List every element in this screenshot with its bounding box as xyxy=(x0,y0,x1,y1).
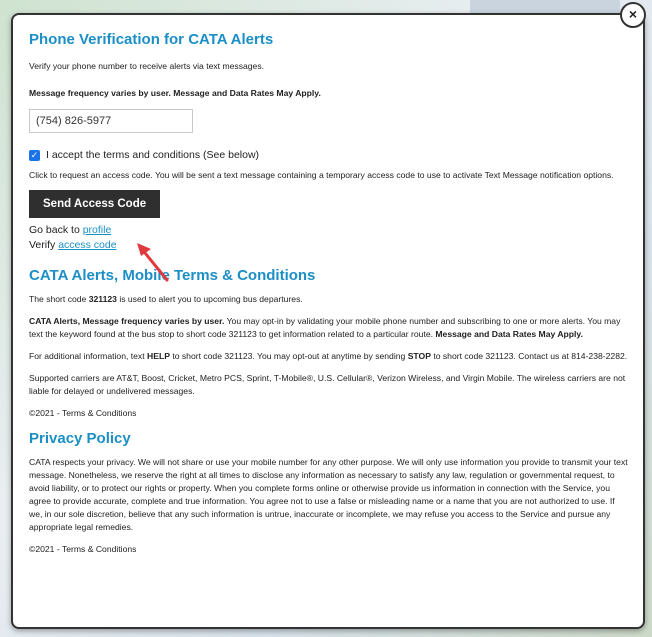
profile-link[interactable]: profile xyxy=(82,224,112,236)
verification-intro: Verify your phone number to receive alerts via text messages. xyxy=(29,61,265,71)
request-code-info: Click to request an access code. You will be sent a text message containing a temporary access code to use to activate Text Message notification options. xyxy=(29,170,614,180)
shortcode-value: 321123 xyxy=(88,294,117,304)
help-text-a: For additional information, text xyxy=(29,351,145,361)
access-code-link[interactable]: access code xyxy=(58,239,117,251)
terms-copyright: ©2021 - Terms & Conditions xyxy=(29,408,137,418)
phone-verification-dialog xyxy=(11,13,645,629)
dialog-content xyxy=(29,31,629,556)
accept-terms-checkbox[interactable]: ✓ xyxy=(30,149,39,160)
go-back-line xyxy=(29,223,629,238)
stop-keyword: STOP xyxy=(407,351,431,361)
terms-help xyxy=(29,350,629,363)
terms-title: CATA Alerts, Mobile Terms & Conditions xyxy=(29,267,316,284)
annotation-arrow-icon xyxy=(133,240,193,290)
privacy-copyright: ©2021 - Terms & Conditions xyxy=(29,544,137,554)
verify-prefix: Verify xyxy=(29,239,56,251)
frequency-notice: Message frequency varies by user. Message and Data Rates May Apply. xyxy=(29,88,321,98)
optin-rates: Message and Data Rates May Apply. xyxy=(435,329,583,339)
shortcode-post: is used to alert you to upcoming bus departures. xyxy=(119,294,303,304)
shortcode-pre: The short code xyxy=(29,294,87,304)
privacy-title: Privacy Policy xyxy=(29,430,131,447)
verification-title: Phone Verification for CATA Alerts xyxy=(29,31,274,48)
terms-optin xyxy=(29,315,629,341)
help-text-b: to short code 321123. You may opt-out at anytime by sending xyxy=(172,351,406,361)
terms-carriers: Supported carriers are AT&T, Boost, Cricket, Metro PCS, Sprint, T-Mobile®, U.S. Cellular®, Verizon Wireless, and Virgin Mobile. The wireless carriers are not liable for delayed or undelivered messages. xyxy=(29,373,626,396)
help-keyword: HELP xyxy=(147,351,170,361)
privacy-body: CATA respects your privacy. We will not share or use your mobile number for any other purpose. We will only use information you provide to transmit your text message. Nonetheless, we reserve the right at all times to disclose any information as necessary to satisfy any law, regulation or governmental request, to avoid liability, or to protect our rights or property. When you complete forms online or otherwise provide us information in connection with the Service, you agree to provide accurate, complete and true information. You agree not to use a false or misleading name or a name that you are not authorized to use. If we, in our sole discretion, believe that any such information is untrue, inaccurate or incomplete, we may refuse you access to the Service and pursue any appropriate legal remedies. xyxy=(29,457,628,532)
verify-line xyxy=(29,238,629,253)
accept-terms-label: I accept the terms and conditions (See below) xyxy=(46,149,260,161)
optin-text: You may opt-in by validating your mobile phone number and subscribing to one or more alerts. You may text the keyword found at the bus stop to short code 321123 to get information related to a particular route. xyxy=(29,316,621,339)
help-text-c: to short code 321123. Contact us at 814-238-2282. xyxy=(433,351,628,361)
terms-shortcode xyxy=(29,293,629,306)
send-access-code-button[interactable]: Send Access Code xyxy=(29,190,160,218)
go-back-prefix: Go back to xyxy=(29,224,80,236)
accept-terms-row[interactable] xyxy=(29,149,629,161)
close-icon[interactable]: × xyxy=(620,2,646,28)
phone-number-input[interactable] xyxy=(29,109,193,133)
optin-bold: CATA Alerts, Message frequency varies by user. xyxy=(29,316,225,326)
